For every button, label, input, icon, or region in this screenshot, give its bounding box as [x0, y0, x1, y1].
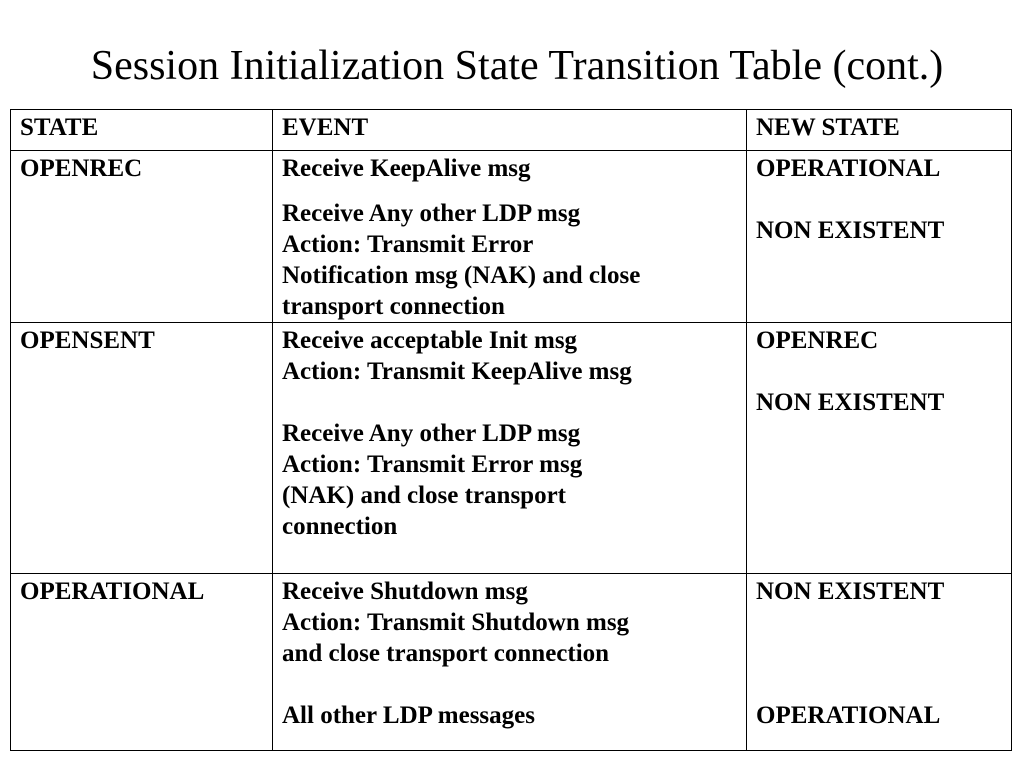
state-cell [11, 151, 273, 323]
event-line: transport connection [282, 293, 505, 320]
new-state-label: OPENREC [756, 327, 879, 354]
state-cell [11, 574, 273, 751]
event-line: Action: Transmit Error msg [282, 451, 583, 478]
event-line: connection [282, 513, 398, 540]
new-state-cell [747, 151, 1012, 323]
event-line: Receive Any other LDP msg [282, 200, 581, 227]
table-row [11, 151, 1012, 323]
state-transition-table [10, 109, 1012, 751]
table-row [11, 574, 1012, 751]
state-label: OPENREC [20, 155, 143, 182]
event-cell [273, 151, 747, 323]
page-title: Session Initialization State Transition Table (cont.) [90, 43, 944, 89]
event-line: Action: Transmit Shutdown msg [282, 609, 630, 636]
new-state-cell [747, 323, 1012, 574]
event-line: Receive KeepAlive msg [282, 155, 531, 182]
new-state-cell [747, 574, 1012, 751]
event-cell [273, 574, 747, 751]
event-line: Receive acceptable Init msg [282, 327, 578, 354]
header-event: EVENT [273, 110, 747, 151]
new-state-label: NON EXISTENT [756, 389, 945, 416]
header-new-state: NEW STATE [747, 110, 1012, 151]
event-cell [273, 323, 747, 574]
event-line: and close transport connection [282, 640, 610, 667]
state-label: OPERATIONAL [20, 578, 205, 605]
event-line: Action: Transmit Error [282, 231, 534, 258]
event-line: Action: Transmit KeepAlive msg [282, 358, 632, 385]
state-label: OPENSENT [20, 327, 155, 354]
event-line: (NAK) and close transport [282, 482, 567, 509]
new-state-label: NON EXISTENT [756, 578, 945, 605]
new-state-label: NON EXISTENT [756, 217, 945, 244]
event-line: Receive Any other LDP msg [282, 420, 581, 447]
new-state-label: OPERATIONAL [756, 155, 941, 182]
new-state-label: OPERATIONAL [756, 702, 941, 729]
state-cell [11, 323, 273, 574]
event-line: All other LDP messages [282, 702, 535, 729]
event-line: Receive Shutdown msg [282, 578, 528, 605]
table-row [11, 323, 1012, 574]
event-line: Notification msg (NAK) and close [282, 262, 641, 289]
header-state: STATE [11, 110, 273, 151]
table-header-row [11, 110, 1012, 151]
